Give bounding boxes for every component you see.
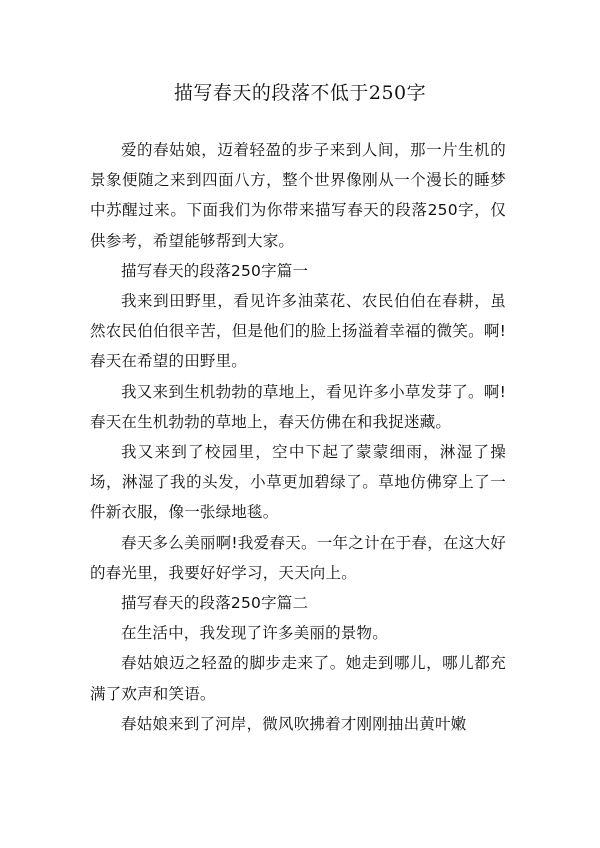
section-heading-1: 描写春天的段落250字篇一 [121, 261, 309, 280]
paragraph-intro: 爱的春姑娘，迈着轻盈的步子来到人间，那一片生机的景象便随之来到四面八方，整个世界像刚从一个漫长的睡梦中苏醒过来。下面我们为你带来描写春天的段落250字，仅供参考，希望能够帮到大家。 [90, 141, 506, 250]
paragraph: 在生活中，我发现了许多美丽的景物。 [121, 624, 388, 643]
paragraph: 春姑娘来到了河岸，微风吹拂着才刚刚抽出黄叶嫩 [121, 714, 467, 733]
paragraph: 我又来到了校园里，空中下起了蒙蒙细雨，淋湿了操场，淋湿了我的头发，小草更加碧绿了。草地仿佛穿上了一件新衣服，像一张绿地毯。 [90, 443, 506, 522]
paragraph: 春姑娘迈之轻盈的脚步走来了。她走到哪儿，哪儿都充满了欢声和笑语。 [90, 654, 506, 703]
document-title: 描写春天的段落不低于250字 [173, 82, 427, 104]
paragraph: 我来到田野里，看见许多油菜花、农民伯伯在春耕，虽然农民伯伯很辛苦，但是他们的脸上扬溢着幸福的微笑。啊!春天在希望的田野里。 [90, 292, 506, 371]
paragraph: 我又来到生机勃勃的草地上，看见许多小草发芽了。啊!春天在生机勃勃的草地上，春天仿佛在和我捉迷藏。 [90, 382, 506, 431]
paragraph: 春天多么美丽啊!我爱春天。一年之计在于春，在这大好的春光里，我要好好学习，天天向上。 [90, 533, 506, 582]
document-body [90, 135, 506, 739]
section-heading-2: 描写春天的段落250字篇二 [121, 594, 309, 613]
